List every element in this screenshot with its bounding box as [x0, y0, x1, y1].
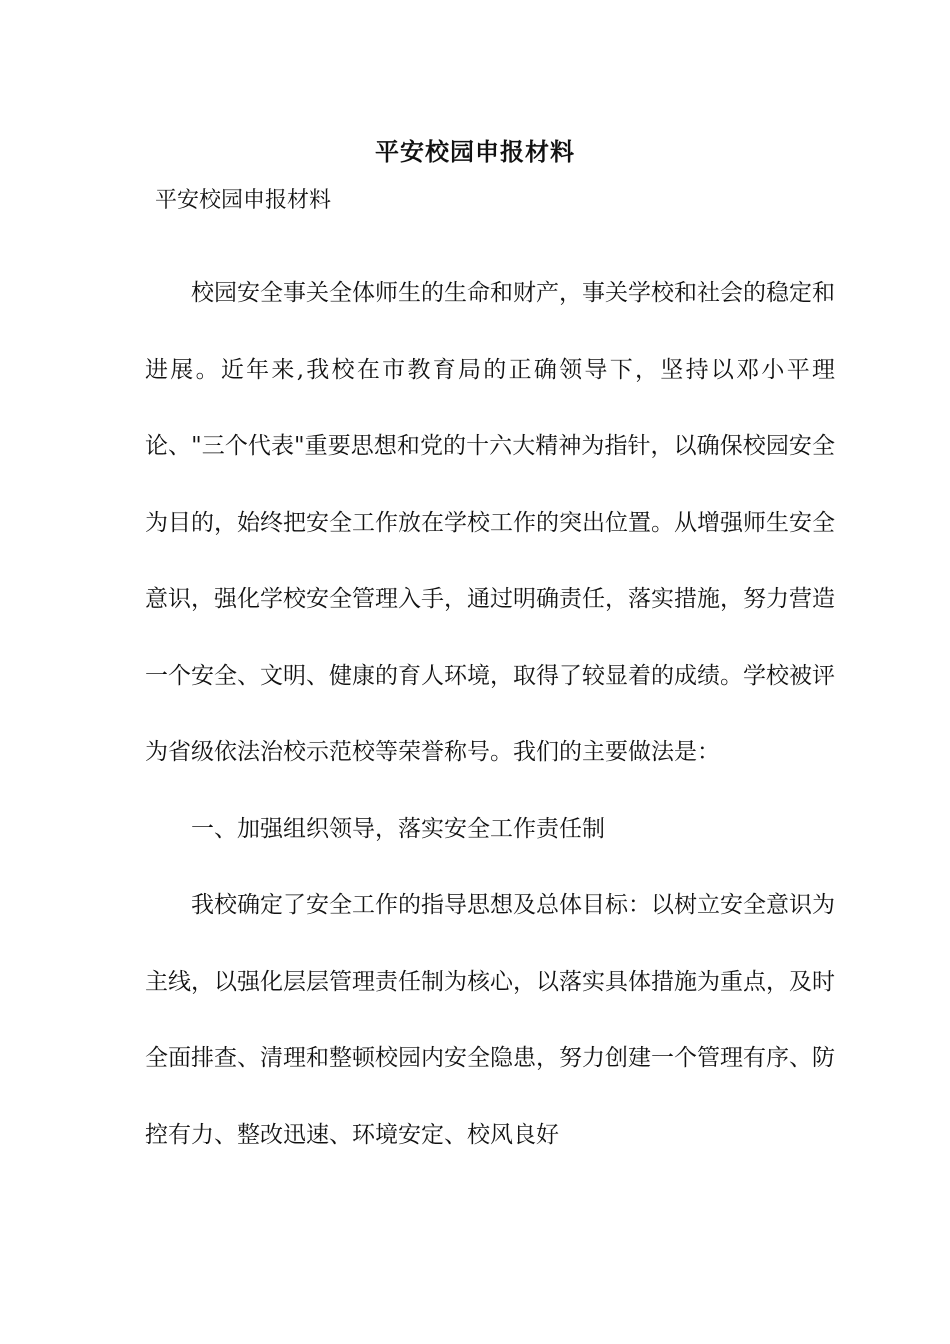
document-title: 平安校园申报材料 — [375, 137, 575, 166]
document-subtitle: 平安校园申报材料 — [155, 188, 332, 213]
document-body — [145, 255, 835, 1173]
paragraph-intro: 校园安全事关全体师生的生命和财产，事关学校和社会的稳定和进展。近年来,我校在市教育局的正确领导下，坚持以邓小平理论、"三个代表"重要思想和党的十六大精神为指针，以确保校园安全为目的，始终把安全工作放在学校工作的突出位置。从增强师生安全意识，强化学校安全管理入手，通过明确责任，落实措施，努力营造一个安全、文明、健康的育人环境，取得了较显着的成绩。学校被评为省级依法治校示范校等荣誉称号。我们的主要做法是： — [145, 280, 835, 765]
section-heading-1: 一、加强组织领导，落实安全工作责任制 — [191, 815, 605, 842]
paragraph-section-1: 我校确定了安全工作的指导思想及总体目标：以树立安全意识为主线，以强化层层管理责任制为核心，以落实具体措施为重点，及时全面排查、清理和整顿校园内安全隐患，努力创建一个管理有序、防控有力、整改迅速、环境安定、校风良好 — [145, 892, 835, 1148]
